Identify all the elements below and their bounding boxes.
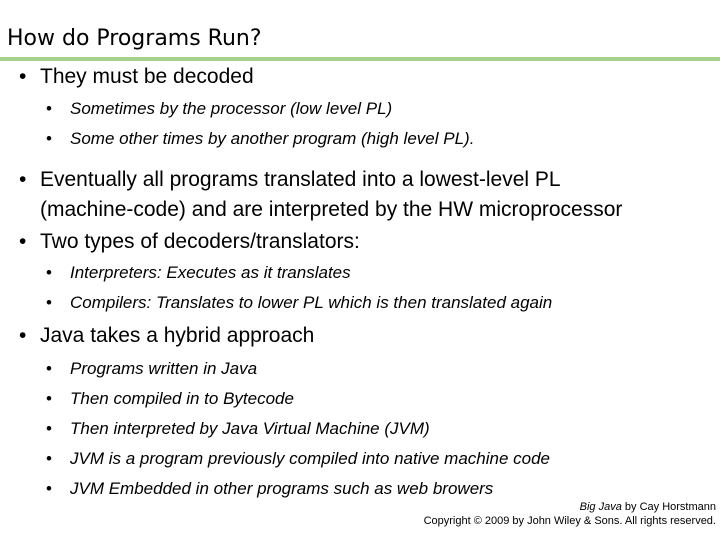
bullet-text-line-1: Eventually all programs translated into a lowest-level PL (40, 168, 561, 191)
bullet-dot: • (46, 449, 52, 468)
bullet-decoded (19, 62, 254, 92)
sub-bullet-text: Then compiled in to Bytecode (70, 389, 294, 408)
book-title: Big Java (579, 501, 622, 513)
bullet-dot: • (46, 479, 52, 498)
bullet-dot: • (46, 293, 52, 312)
sub-bullet-text: JVM is a program previously compiled into native machine code (70, 449, 551, 468)
sub-bullet-jvm-interpreted (46, 414, 430, 444)
sub-bullet-text: Then interpreted by Java Virtual Machine (JVM) (70, 419, 430, 438)
bullet-java-hybrid (19, 321, 314, 351)
bullet-dot: • (46, 99, 52, 118)
bullet-text: Two types of decoders/translators: (40, 230, 360, 253)
bullet-dot: • (19, 168, 27, 191)
sub-bullet-jvm-native (46, 444, 550, 474)
bullet-dot: • (46, 263, 52, 282)
sub-bullet-text: Sometimes by the processor (low level PL) (70, 99, 393, 118)
sub-bullet-written-in-java (46, 354, 257, 384)
bullet-dot: • (19, 324, 27, 347)
sub-bullet-compilers (46, 288, 552, 318)
bullet-eventually (19, 165, 622, 225)
bullet-dot: • (46, 129, 52, 148)
sub-bullet-text: Programs written in Java (70, 359, 258, 378)
title-underline (0, 57, 720, 61)
footer-book-line (424, 500, 716, 514)
bullet-dot: • (46, 419, 52, 438)
bullet-dot: • (46, 389, 52, 408)
bullet-dot: • (19, 65, 27, 88)
sub-bullet-bytecode (46, 384, 294, 414)
bullet-two-types (19, 227, 360, 257)
sub-bullet-text: Compilers: Translates to lower PL which is then translated again (70, 293, 553, 312)
sub-bullet-interpreters (46, 258, 351, 288)
sub-bullet-another-program (46, 124, 474, 154)
bullet-text: Java takes a hybrid approach (40, 324, 315, 347)
book-author: by Cay Horstmann (621, 501, 716, 513)
footer-copyright: Copyright © 2009 by John Wiley & Sons. All rights reserved. (423, 515, 716, 527)
footer-credits (424, 500, 716, 528)
sub-bullet-processor (46, 94, 392, 124)
bullet-text-line-2: (machine-code) and are interpreted by the HW microprocessor (40, 198, 623, 221)
bullet-dot: • (46, 359, 52, 378)
sub-bullet-text: Some other times by another program (high level PL). (70, 129, 475, 148)
sub-bullet-text: Interpreters: Executes as it translates (70, 263, 351, 282)
sub-bullet-text: JVM Embedded in other programs such as web browers (70, 479, 494, 498)
slide-title: How do Programs Run? (7, 26, 262, 51)
bullet-dot: • (19, 230, 27, 253)
bullet-text: They must be decoded (40, 65, 254, 88)
